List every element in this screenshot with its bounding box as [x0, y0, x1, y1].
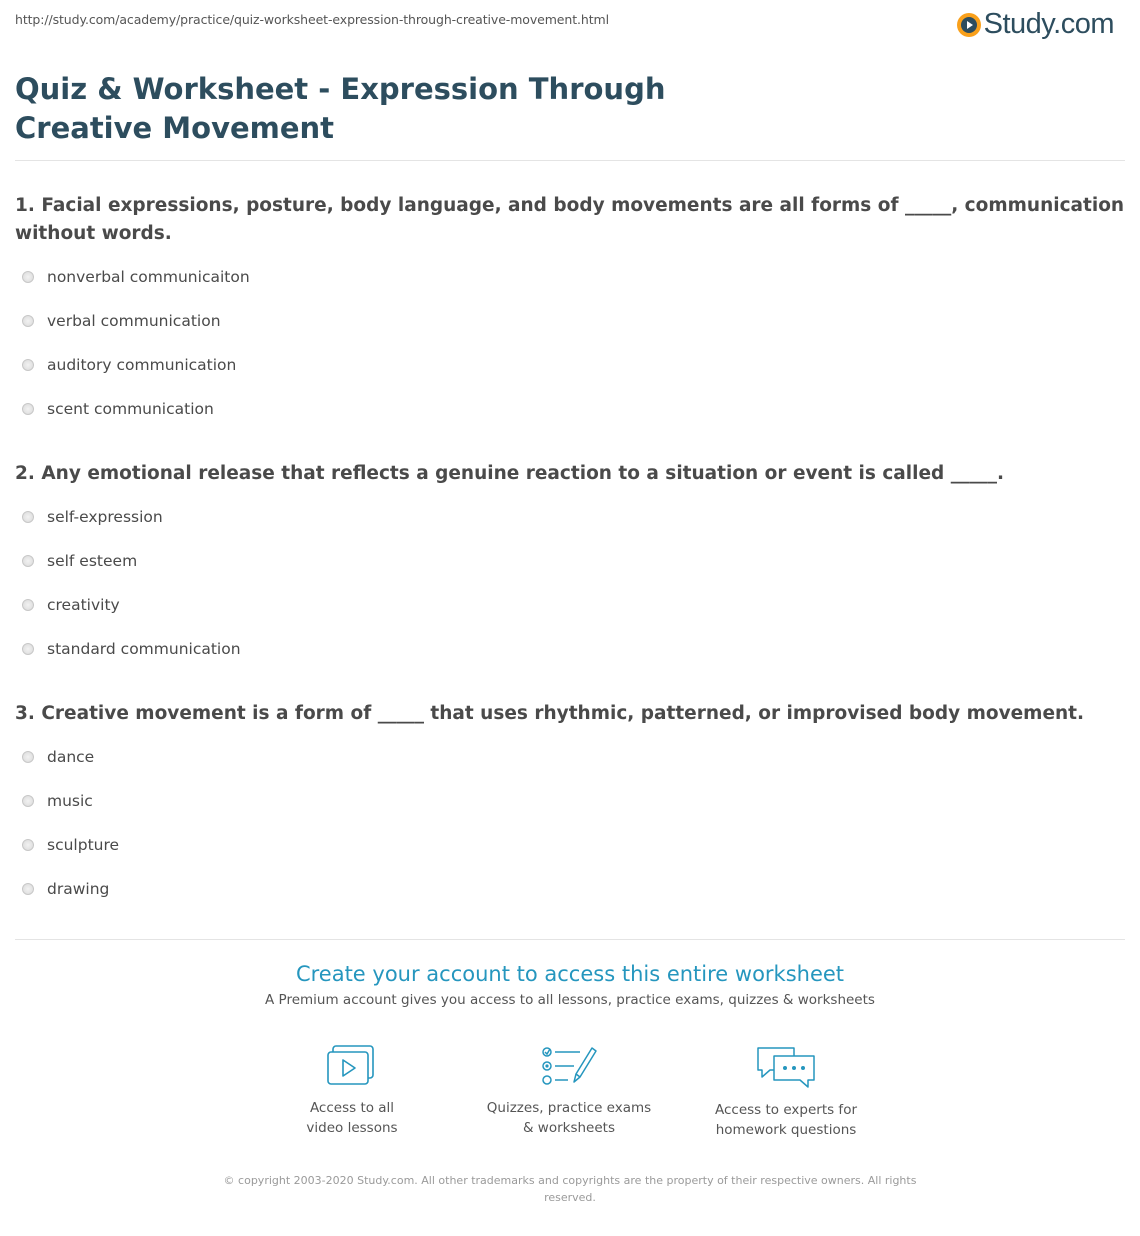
- question-2-choice-1[interactable]: [22, 506, 163, 528]
- choice-label: nonverbal communicaiton: [47, 268, 250, 286]
- choice-label: standard communication: [47, 640, 241, 658]
- radio-button[interactable]: [22, 839, 34, 851]
- question-1: 1. Facial expressions, posture, body language, and body movements are all forms of _____, communication without words.: [15, 195, 1125, 244]
- choice-label: creativity: [47, 596, 120, 614]
- choice-label: drawing: [47, 880, 110, 898]
- feature-label: Access to all video lessons: [306, 1100, 398, 1136]
- radio-button[interactable]: [22, 403, 34, 415]
- radio-button[interactable]: [22, 751, 34, 763]
- feature-label: Quizzes, practice exams & worksheets: [486, 1100, 652, 1136]
- choice-label: self-expression: [47, 508, 163, 526]
- feature-quizzes: [469, 1044, 669, 1138]
- question-2-choice-3[interactable]: [22, 594, 120, 616]
- radio-button[interactable]: [22, 555, 34, 567]
- choice-label: sculpture: [47, 836, 120, 854]
- page-title: Quiz & Worksheet - Expression Through Creative Movement: [15, 72, 666, 145]
- choice-label: self esteem: [47, 552, 138, 570]
- question-2-choice-4[interactable]: [22, 638, 241, 660]
- radio-button[interactable]: [22, 795, 34, 807]
- choice-label: scent communication: [47, 400, 214, 418]
- question-3-choice-4[interactable]: [22, 878, 109, 900]
- radio-button[interactable]: [22, 883, 34, 895]
- title-divider: [15, 160, 1125, 161]
- question-3: 3. Creative movement is a form of _____ that uses rhythmic, patterned, or improvised body movement.: [15, 703, 1085, 724]
- copyright-footer: © copyright 2003-2020 Study.com. All other trademarks and copyrights are the property of their respective owners. All rights reserved.: [223, 1174, 917, 1204]
- question-3-choice-3[interactable]: [22, 834, 119, 856]
- question-1-choice-1[interactable]: [22, 266, 250, 288]
- content-divider: [15, 939, 1125, 940]
- premium-description: A Premium account gives you access to all lessons, practice exams, quizzes & worksheets: [265, 992, 875, 1008]
- radio-button[interactable]: [22, 511, 34, 523]
- logo-text: Study.com: [983, 8, 1114, 40]
- question-3-choice-2[interactable]: [22, 790, 93, 812]
- question-3-choice-1[interactable]: [22, 746, 94, 768]
- radio-button[interactable]: [22, 271, 34, 283]
- radio-button[interactable]: [22, 643, 34, 655]
- radio-button[interactable]: [22, 359, 34, 371]
- feature-label: Access to experts for homework questions: [714, 1102, 857, 1138]
- page-url: http://study.com/academy/practice/quiz-worksheet-expression-through-creative-movement.html: [15, 12, 609, 27]
- video-lessons-icon: [326, 1044, 378, 1088]
- choice-label: verbal communication: [47, 312, 221, 330]
- study-logo-play-icon: [957, 13, 981, 37]
- quiz-checklist-icon: [540, 1044, 598, 1088]
- question-1-choice-2[interactable]: [22, 310, 221, 332]
- question-1-choice-3[interactable]: [22, 354, 236, 376]
- study-logo[interactable]: [957, 8, 1114, 41]
- feature-experts: [686, 1044, 886, 1140]
- choice-label: dance: [47, 748, 95, 766]
- radio-button[interactable]: [22, 315, 34, 327]
- choice-label: music: [47, 792, 93, 810]
- radio-button[interactable]: [22, 599, 34, 611]
- expert-chat-icon: [754, 1044, 818, 1090]
- question-2-choice-2[interactable]: [22, 550, 137, 572]
- feature-video-lessons: [252, 1044, 452, 1138]
- choice-label: auditory communication: [47, 356, 237, 374]
- question-2: 2. Any emotional release that reflects a genuine reaction to a situation or event is called _____.: [15, 463, 1004, 484]
- create-account-link[interactable]: Create your account to access this entire worksheet: [295, 962, 845, 986]
- question-1-choice-4[interactable]: [22, 398, 214, 420]
